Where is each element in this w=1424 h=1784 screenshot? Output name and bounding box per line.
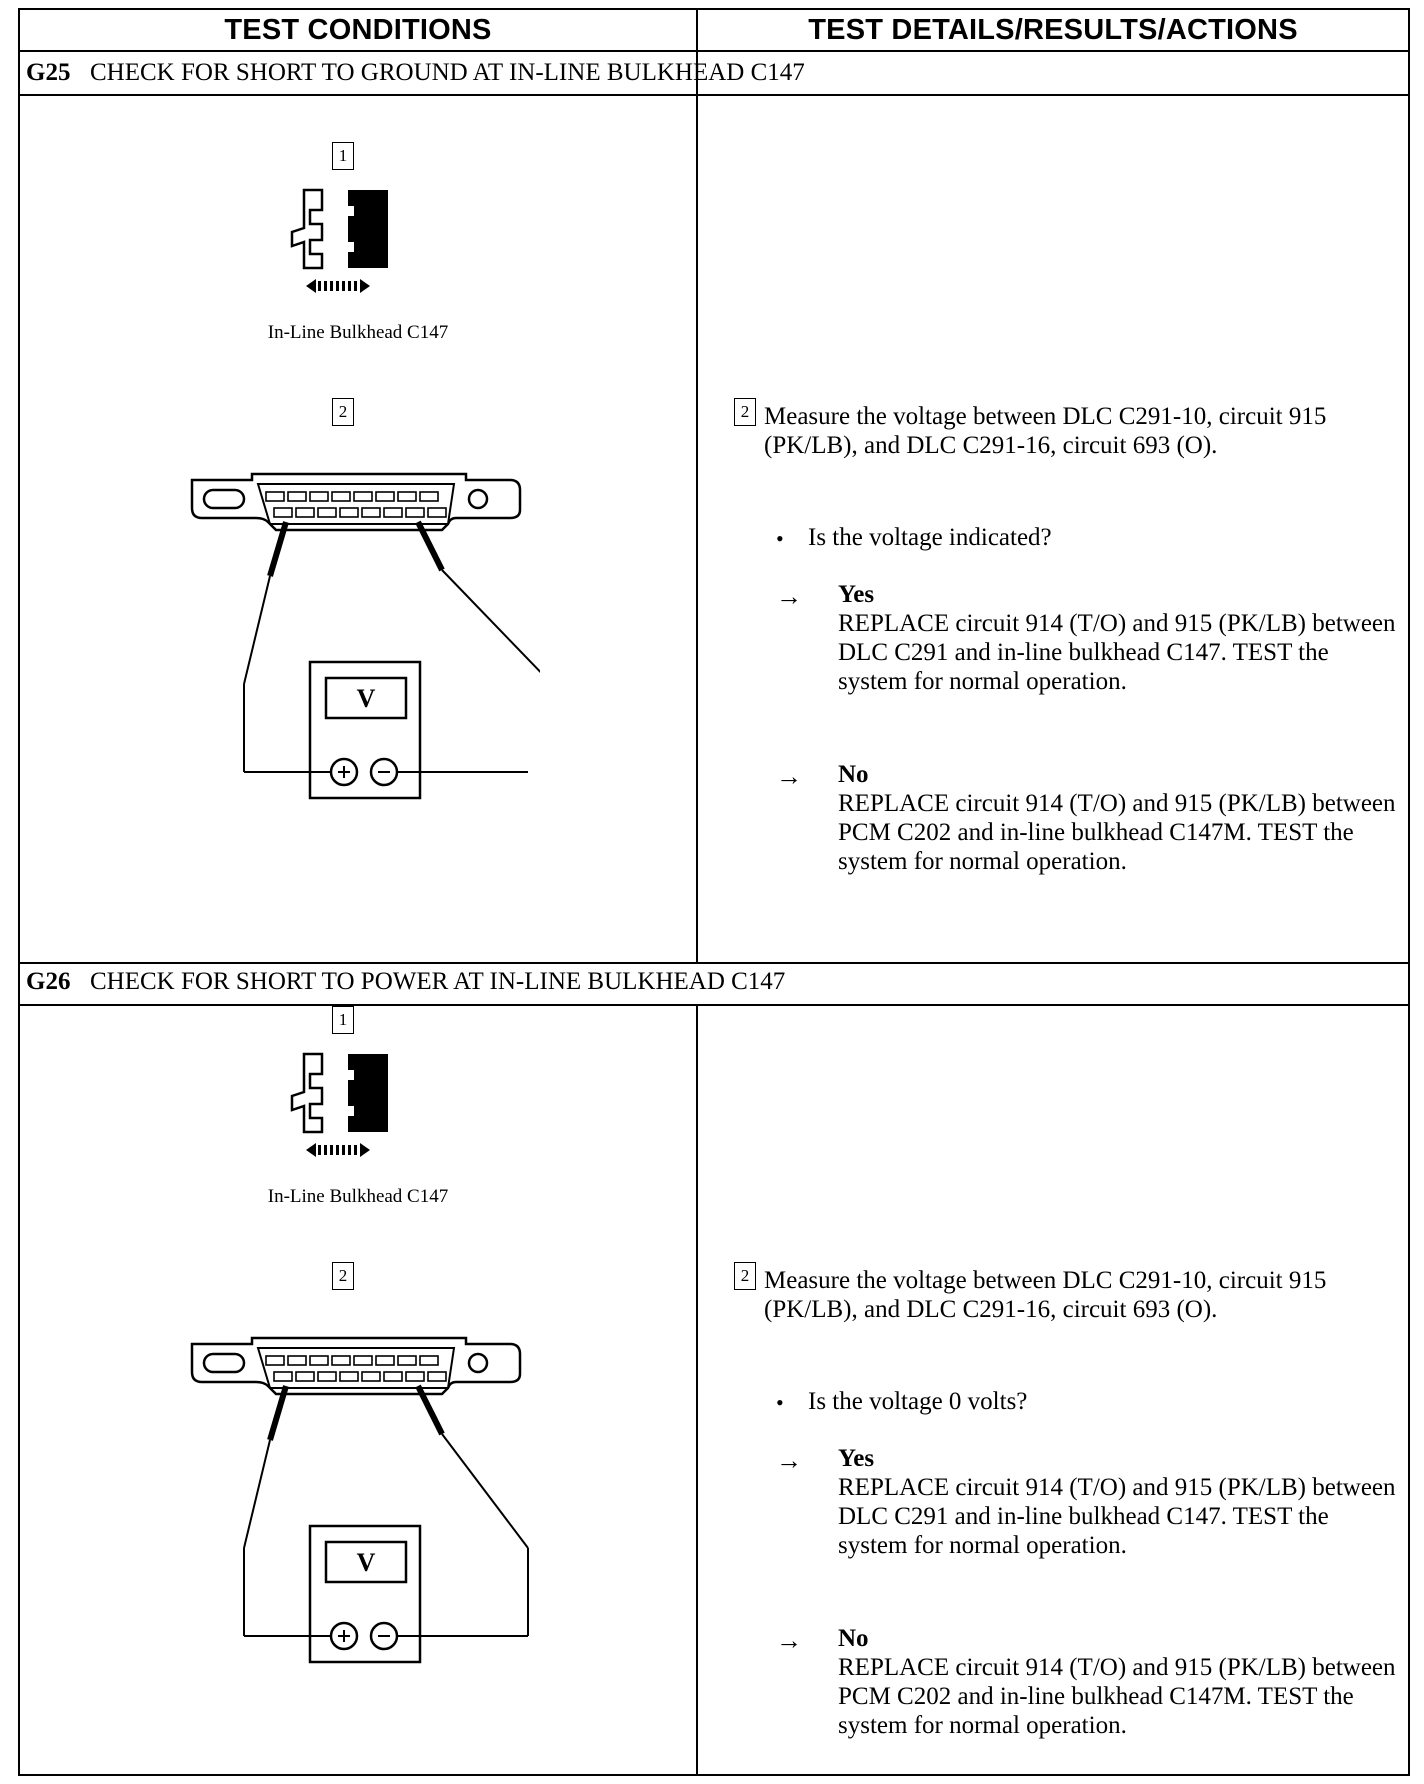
no-arrow: → xyxy=(776,1626,802,1655)
no-result xyxy=(838,760,1398,876)
test-details-cell xyxy=(698,96,1408,962)
step-number-box: 1 xyxy=(332,1006,354,1034)
test-conditions-cell xyxy=(20,1006,696,1774)
section-title-g26 xyxy=(20,962,1408,1002)
bullet-marker: • xyxy=(776,526,784,551)
step-number-box: 2 xyxy=(734,398,756,426)
yes-arrow: → xyxy=(776,1446,802,1475)
header-test-details: TEST DETAILS/RESULTS/ACTIONS xyxy=(808,13,1298,46)
test-details-cell xyxy=(698,1006,1408,1774)
no-label: No xyxy=(838,761,869,788)
yes-arrow: → xyxy=(776,582,802,611)
header-test-conditions: TEST CONDITIONS xyxy=(224,13,492,46)
test-question: Is the voltage indicated? xyxy=(808,524,1052,551)
dlc-voltmeter-diagram xyxy=(180,466,540,866)
yes-label: Yes xyxy=(838,581,875,608)
yes-action-text: REPLACE circuit 914 (T/O) and 915 (PK/LB) between DLC C291 and in-line bulkhead C147. TEST the system for normal operation. xyxy=(838,1474,1396,1559)
section-title-text: CHECK FOR SHORT TO POWER AT IN-LINE BULKHEAD C147 xyxy=(90,968,786,995)
section-code: G26 xyxy=(26,968,71,995)
connector-caption: In-Line Bulkhead C147 xyxy=(267,1186,449,1207)
test-question: Is the voltage 0 volts? xyxy=(808,1388,1028,1415)
no-result xyxy=(838,1624,1398,1740)
dlc-voltmeter-diagram xyxy=(180,1330,540,1730)
connector-diagram xyxy=(270,182,450,302)
no-arrow: → xyxy=(776,762,802,791)
measure-instruction: Measure the voltage between DLC C291-10, circuit 915 (PK/LB), and DLC C291-16, circuit 693 (O). xyxy=(764,1267,1327,1323)
yes-action-text: REPLACE circuit 914 (T/O) and 915 (PK/LB) between DLC C291 and in-line bulkhead C147. TEST the system for normal operation. xyxy=(838,610,1396,695)
connector-diagram xyxy=(270,1046,450,1166)
bullet-marker: • xyxy=(776,1390,784,1415)
step-number-box: 2 xyxy=(332,398,354,426)
step-number-box: 2 xyxy=(734,1262,756,1290)
section-title-text: CHECK FOR SHORT TO GROUND AT IN-LINE BULKHEAD C147 xyxy=(90,59,805,86)
no-action-text: REPLACE circuit 914 (T/O) and 915 (PK/LB) between PCM C202 and in-line bulkhead C147M. TEST the system for normal operation. xyxy=(838,1654,1396,1739)
no-action-text: REPLACE circuit 914 (T/O) and 915 (PK/LB) between PCM C202 and in-line bulkhead C147M. TEST the system for normal operation. xyxy=(838,790,1396,875)
connector-caption: In-Line Bulkhead C147 xyxy=(267,322,449,343)
header-divider xyxy=(20,50,1408,52)
measure-instruction: Measure the voltage between DLC C291-10, circuit 915 (PK/LB), and DLC C291-16, circuit 693 (O). xyxy=(764,403,1327,459)
yes-label: Yes xyxy=(838,1445,875,1472)
section-code: G25 xyxy=(26,59,71,86)
procedure-table xyxy=(18,8,1410,1776)
section-title-g25 xyxy=(20,53,1408,93)
step-number-box: 2 xyxy=(332,1262,354,1290)
meter-label: V xyxy=(356,684,376,713)
no-label: No xyxy=(838,1625,869,1652)
step-number-box: 1 xyxy=(332,142,354,170)
meter-label: V xyxy=(356,1548,376,1577)
yes-result xyxy=(838,1444,1398,1560)
test-conditions-cell xyxy=(20,96,696,962)
yes-result xyxy=(838,580,1398,696)
